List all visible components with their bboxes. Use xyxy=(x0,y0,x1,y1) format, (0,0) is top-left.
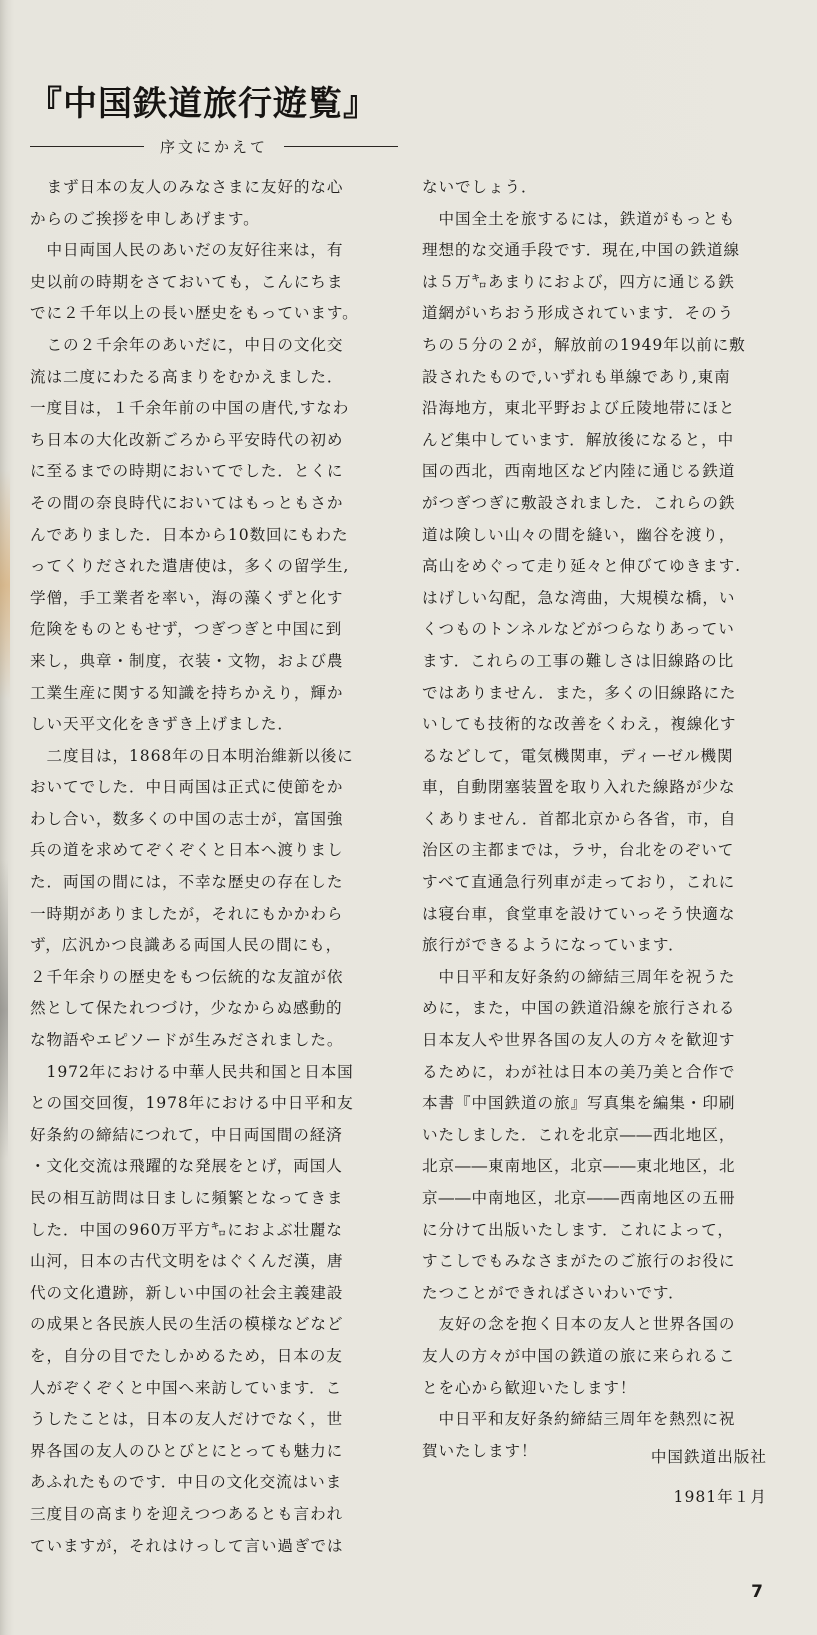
paragraph: まず日本の友人のみなさまに友好的な心 からのご挨拶を申しあげます。 xyxy=(30,178,344,228)
paragraph: 1972年における中華人民共和国と日本国 との国交回復，1978年における中日平和友 好条約の締結につれて，中日両国間の経済 ・文化交流は飛躍的な発展をとげ，両国人 民の相互訪問は日ましに頻繁となってきま した．中国の960万平方㌔におよぶ壮麗な 山河，日本の古代文明をはぐくんだ漢，唐 代の文化遺跡，新しい中国の社会主義建設 の成果と各民族人民の生活の模様などなど を，自分の目でたしかめるため，日本の友 人がぞくぞくと中国へ来訪しています．こ うしたことは，日本の友人だけでなく，世 界各国の友人のひとびとにとっても魅力に あふれたものです．中日の文化交流はいま 三度目の高まりを迎えつつあるとも言われ ていますが，それはけっして言い過ぎでは xyxy=(30,1062,354,1555)
paragraph: 友好の念を抱く日本の友人と世界各国の 友人の方々が中国の鉄道の旅に来られるこ とを心から歓迎いたします！ xyxy=(422,1315,736,1397)
subtitle-rule-right xyxy=(284,146,398,147)
paragraph: この２千余年のあいだに，中日の文化交 流は二度にわたる高まりをむかえました． 一度目は，１千余年前の中国の唐代,すなわ ち日本の大化改新ごろから平安時代の初め に至るまでの時期においてでした．とくに その間の奈良時代においてはもっともさか んでありました．日本から10数回にもわた ってくりだされた遣唐使は，多くの留学生, 学僧，手工業者を率い，海の藻くずと化す 危険をものともせず，つぎつぎと中国に到 来し，典章・制度，衣装・文物，および農 工業生産に関する知識を持ちかえり，輝か しい天平文化をきずき上げました． xyxy=(30,335,350,734)
right-column xyxy=(422,172,790,1467)
subtitle-rule-left xyxy=(30,146,144,147)
signature-date: 1981年１月 xyxy=(673,1488,767,1506)
paragraph: 二度目は，1868年の日本明治維新以後に おいてでした．中日両国は正式に使節をか わし合い，数多くの中国の志士が，富国強 兵の道を求めてぞくぞくと日本へ渡りまし た．両国の間には，不幸な歴史の存在した 一時期がありましたが，それにもかかわら ず，広汎かつ良識ある両国人民の間にも， ２千年余りの歴史をもつ伝統的な友誼が依 然として保たれつづけ，少なからぬ感動的 な物語やエピソードが生みだされました。 xyxy=(30,746,354,1050)
left-column xyxy=(30,172,402,1562)
paragraph: 中日平和友好条約締結三周年を熱烈に祝 賀いたします！ xyxy=(422,1410,736,1460)
paragraph: 中日平和友好条約の締結三周年を祝うた めに，また，中国の鉄道沿線を旅行される 日本友人や世界各国の友人の方々を歓迎す るために，わが社は日本の美乃美と合作で 本書『中国鉄道の旅』写真集を編集・印刷 いたしました．これを北京――西北地区， 北京――東南地区，北京――東北地区，北 京――中南地区，北京――西南地区の五冊 に分けて出版いたします．これによって， すこしでもみなさまがたのご旅行のお役に たつことができればさいわいです． xyxy=(422,967,736,1302)
publisher-signature: 中国鉄道出版社 xyxy=(650,1448,767,1466)
page-edge-shadow xyxy=(0,470,10,700)
paragraph: ないでしょう． xyxy=(422,178,538,196)
subtitle-row xyxy=(30,134,398,158)
subtitle: 序文にかえて xyxy=(160,137,269,156)
page-edge-shadow-lower xyxy=(0,860,8,1160)
document-title: 『中国鉄道旅行遊覧』 xyxy=(28,84,378,124)
paragraph: 中国全土を旅するには，鉄道がもっとも 理想的な交通手段です．現在,中国の鉄道線 は５万㌔あまりにおよび，四方に通じる鉄 道網がいちおう形成されています．そのう ちの５分の２が，解放前の1949年以前に敷 設されたもので,いずれも単線であり,東南 沿海地方，東北平野および丘陵地帯にほと んど集中しています．解放後になると，中 国の西北，西南地区など内陸に通じる鉄道 がつぎつぎに敷設されました．これらの鉄 道は険しい山々の間を縫い，幽谷を渡り， 高山をめぐって走り延々と伸びてゆきます. はげしい勾配，急な湾曲，大規模な橋，い くつものトンネルなどがつらなりあってい ます．これらの工事の難しさは旧線路の比 ではありません．また，多くの旧線路にた いしても技術的な改善をくわえ，複線化す るなどして，電気機関車，ディーゼル機関 車，自動閉塞装置を取り入れた線路が少な くありません．首都北京から各省，市，自 治区の主都までは，ラサ，台北をのぞいて すべて直通急行列車が走っており，これに は寝台車，食堂車を設けていっそう快適な 旅行ができるようになっています． xyxy=(422,209,746,955)
page-number: 7 xyxy=(751,1582,763,1602)
paragraph: 中日両国人民のあいだの友好往来は，有 史以前の時期をさておいても，こんにちま でに２千年以上の長い歴史をもっています。 xyxy=(30,241,359,323)
